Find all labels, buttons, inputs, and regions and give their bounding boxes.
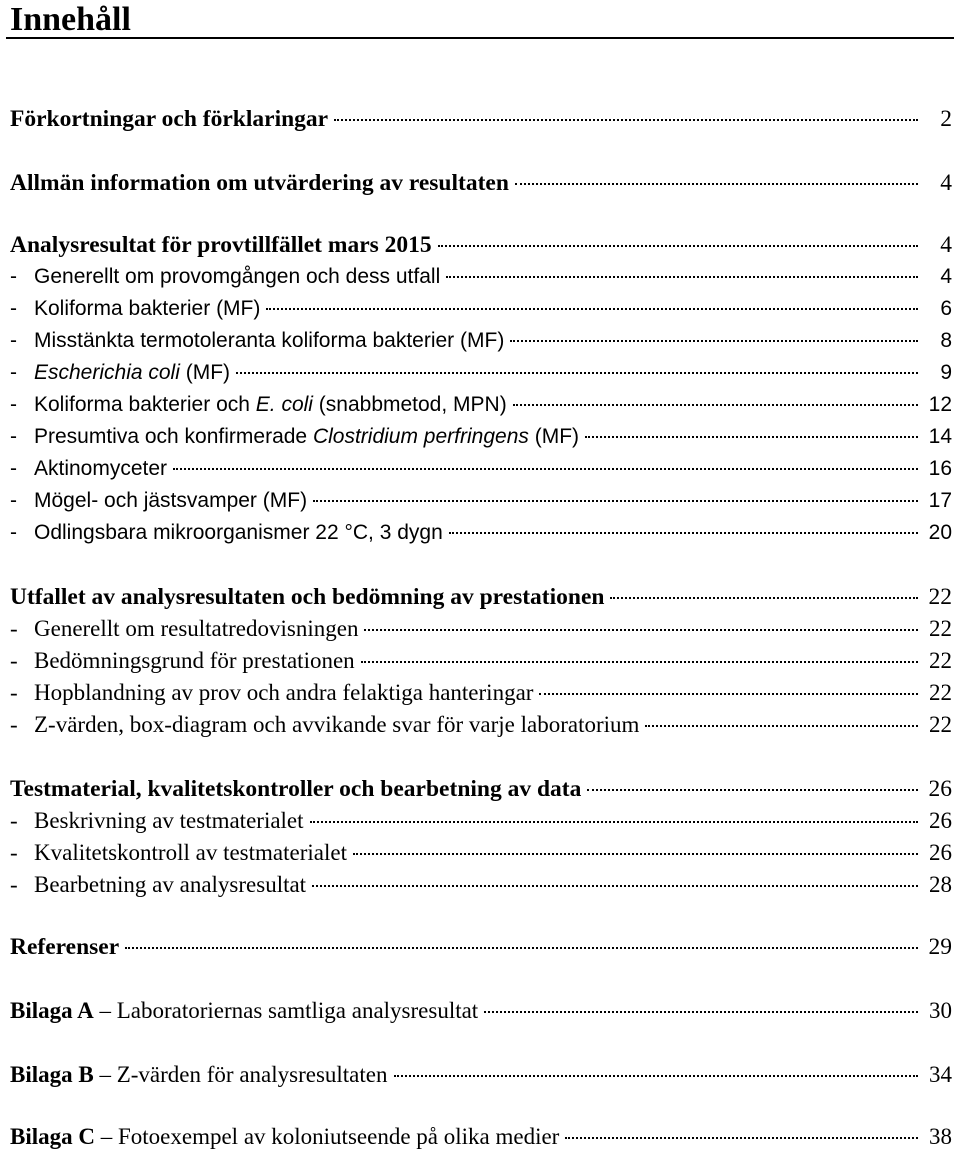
toc-entry-page: 9 (940, 361, 952, 384)
toc-entry-label-bold: Bilaga A (10, 998, 94, 1023)
dot-leader (510, 340, 918, 342)
toc-entry-label: Mögel- och jästsvamper (MF) (34, 489, 308, 512)
toc-entry-page: 26 (929, 808, 952, 833)
bullet-dash: - (10, 808, 18, 833)
toc-entry-label: Beskrivning av testmaterialet (34, 808, 304, 833)
toc-entry-bilaga-c[interactable] (10, 1122, 952, 1152)
toc-subentry-snabbmetod[interactable] (10, 390, 952, 420)
toc-entry-label: Aktinomyceter (34, 457, 168, 480)
toc-subentry-z-varden[interactable] (10, 710, 952, 740)
toc-entry-page: 30 (929, 998, 952, 1023)
toc-entry-label: Kvalitetskontroll av testmaterialet (34, 840, 347, 865)
toc-subentry-mogel[interactable] (10, 486, 952, 516)
dot-leader (313, 500, 918, 502)
toc-entry-label: Presumtiva och konfirmerade (34, 425, 313, 448)
toc-entry-label: Allmän information om utvärdering av resultaten (10, 170, 509, 196)
toc-entry-label: Testmaterial, kvalitetskontroller och bearbetning av data (10, 776, 582, 802)
toc-subentry-odlingsbara[interactable] (10, 518, 952, 548)
bullet-dash: - (10, 872, 18, 897)
bullet-dash: - (10, 712, 18, 737)
toc-entry-page: 26 (929, 840, 952, 865)
toc-subentry-termotoleranta[interactable] (10, 326, 952, 356)
toc-entry-label: Koliforma bakterier (MF) (34, 297, 261, 320)
toc-entry-label: (snabbmetod, MPN) (312, 393, 507, 416)
dot-leader (266, 308, 918, 310)
toc-subentry-resultatredovisningen[interactable] (10, 614, 952, 644)
bullet-dash: - (10, 361, 17, 384)
bullet-dash: - (10, 648, 18, 673)
bullet-dash: - (10, 489, 17, 512)
toc-entry-page: 38 (929, 1124, 952, 1149)
toc-entry-page: 20 (928, 521, 952, 544)
toc-entry-forkortningar[interactable] (10, 104, 952, 134)
dot-leader (587, 789, 918, 791)
dot-leader (484, 1011, 918, 1013)
toc-entry-page: 4 (940, 232, 952, 258)
toc-entry-label: Generellt om provomgången och dess utfall (34, 265, 441, 288)
toc-subentry-bearbetning[interactable] (10, 870, 952, 900)
toc-entry-page: 12 (928, 393, 952, 416)
toc-entry-page: 34 (929, 1062, 952, 1087)
toc-subentry-aktinomyceter[interactable] (10, 454, 952, 484)
dot-leader (438, 245, 918, 247)
dot-leader (236, 372, 918, 374)
bullet-dash: - (10, 840, 18, 865)
dot-leader (173, 468, 918, 470)
toc-entry-page: 22 (929, 712, 952, 737)
toc-entry-bilaga-a[interactable] (10, 996, 952, 1026)
dot-leader (310, 821, 918, 823)
bullet-dash: - (10, 680, 18, 705)
toc-entry-page: 17 (928, 489, 952, 512)
dot-leader (394, 1075, 919, 1077)
toc-subentry-bedomningsgrund[interactable] (10, 646, 952, 676)
bullet-dash: - (10, 521, 17, 544)
toc-entry-label: – Z-värden för analysresultaten (93, 1062, 388, 1087)
bullet-dash: - (10, 265, 17, 288)
page-title: Innehåll (10, 1, 131, 38)
toc-entry-label-italic: Clostridium perfringens (312, 425, 529, 448)
toc-subentry-clostridium[interactable] (10, 422, 952, 452)
toc-entry-label: – Fotoexempel av koloniutseende på olika medier (94, 1124, 560, 1149)
toc-entry-label: Förkortningar och förklaringar (10, 106, 329, 132)
toc-entry-label-italic: E. coli (255, 393, 313, 416)
toc-entry-page: 4 (940, 265, 952, 288)
toc-entry-utfallet[interactable] (10, 582, 952, 612)
toc-entry-analysresultat[interactable] (10, 230, 952, 260)
toc-entry-label: Analysresultat för provtillfället mars 2015 (10, 232, 432, 258)
bullet-dash: - (10, 393, 17, 416)
toc-entry-label: Misstänkta termotoleranta koliforma bakterier (MF) (34, 329, 505, 352)
toc-entry-label: – Laboratoriernas samtliga analysresultat (93, 998, 479, 1023)
dot-leader (125, 947, 918, 949)
dot-leader (515, 183, 918, 185)
dot-leader (565, 1137, 918, 1139)
dot-leader (449, 532, 918, 534)
dot-leader (364, 629, 918, 631)
toc-entry-page: 16 (928, 457, 952, 480)
toc-entry-label: Hopblandning av prov och andra felaktiga hanteringar (34, 680, 534, 705)
toc-entry-label: Generellt om resultatredovisningen (34, 616, 359, 641)
toc-subentry-koliforma[interactable] (10, 294, 952, 324)
toc-entry-label: Utfallet av analysresultaten och bedömning av prestationen (10, 584, 605, 610)
toc-entry-label-bold: Bilaga C (10, 1124, 95, 1149)
toc-entry-label: (MF) (179, 361, 231, 384)
toc-subentry-escherichia-coli[interactable] (10, 358, 952, 388)
bullet-dash: - (10, 457, 17, 480)
toc-entry-label: Odlingsbara mikroorganismer 22 °C, 3 dygn (34, 521, 443, 544)
dot-leader (645, 725, 918, 727)
dot-leader (312, 885, 918, 887)
toc-entry-page: 14 (928, 425, 952, 448)
dot-leader (353, 853, 918, 855)
toc-entry-label: Bedömningsgrund för prestationen (34, 648, 355, 673)
bullet-dash: - (10, 616, 18, 641)
toc-entry-page: 6 (940, 297, 952, 320)
toc-subentry-kvalitetskontroll[interactable] (10, 838, 952, 868)
dot-leader (610, 597, 918, 599)
toc-entry-label: Referenser (10, 934, 120, 960)
toc-entry-page: 22 (929, 616, 952, 641)
toc-entry-testmaterial[interactable] (10, 774, 952, 804)
dot-leader (513, 404, 918, 406)
toc-entry-allman-information[interactable] (10, 168, 952, 198)
dot-leader (585, 436, 918, 438)
toc-entry-label: (MF) (528, 425, 580, 448)
toc-subentry-generellt-provomgangen[interactable] (10, 262, 952, 292)
toc-entry-page: 2 (940, 106, 952, 132)
toc-subentry-beskrivning[interactable] (10, 806, 952, 836)
toc-entry-page: 22 (928, 584, 952, 610)
bullet-dash: - (10, 425, 17, 448)
toc-entry-label: Koliforma bakterier och (34, 393, 256, 416)
toc-entry-page: 22 (929, 680, 952, 705)
dot-leader (539, 693, 918, 695)
toc-entry-label: Z-värden, box-diagram och avvikande svar för varje laboratorium (34, 712, 640, 737)
toc-subentry-hopblandning[interactable] (10, 678, 952, 708)
bullet-dash: - (10, 329, 17, 352)
toc-entry-page: 8 (940, 329, 952, 352)
toc-entry-page: 26 (928, 776, 952, 802)
toc-entry-bilaga-b[interactable] (10, 1060, 952, 1090)
toc-entry-label-italic: Escherichia coli (34, 361, 180, 384)
toc-entry-referenser[interactable] (10, 932, 952, 962)
dot-leader (361, 661, 918, 663)
bullet-dash: - (10, 297, 17, 320)
toc-entry-page: 22 (929, 648, 952, 673)
toc-entry-label-bold: Bilaga B (10, 1062, 94, 1087)
toc-entry-page: 28 (929, 872, 952, 897)
toc-entry-page: 29 (928, 934, 952, 960)
dot-leader (334, 119, 918, 121)
toc-entry-label: Bearbetning av analysresultat (34, 872, 307, 897)
dot-leader (446, 276, 918, 278)
toc-entry-page: 4 (940, 170, 952, 196)
